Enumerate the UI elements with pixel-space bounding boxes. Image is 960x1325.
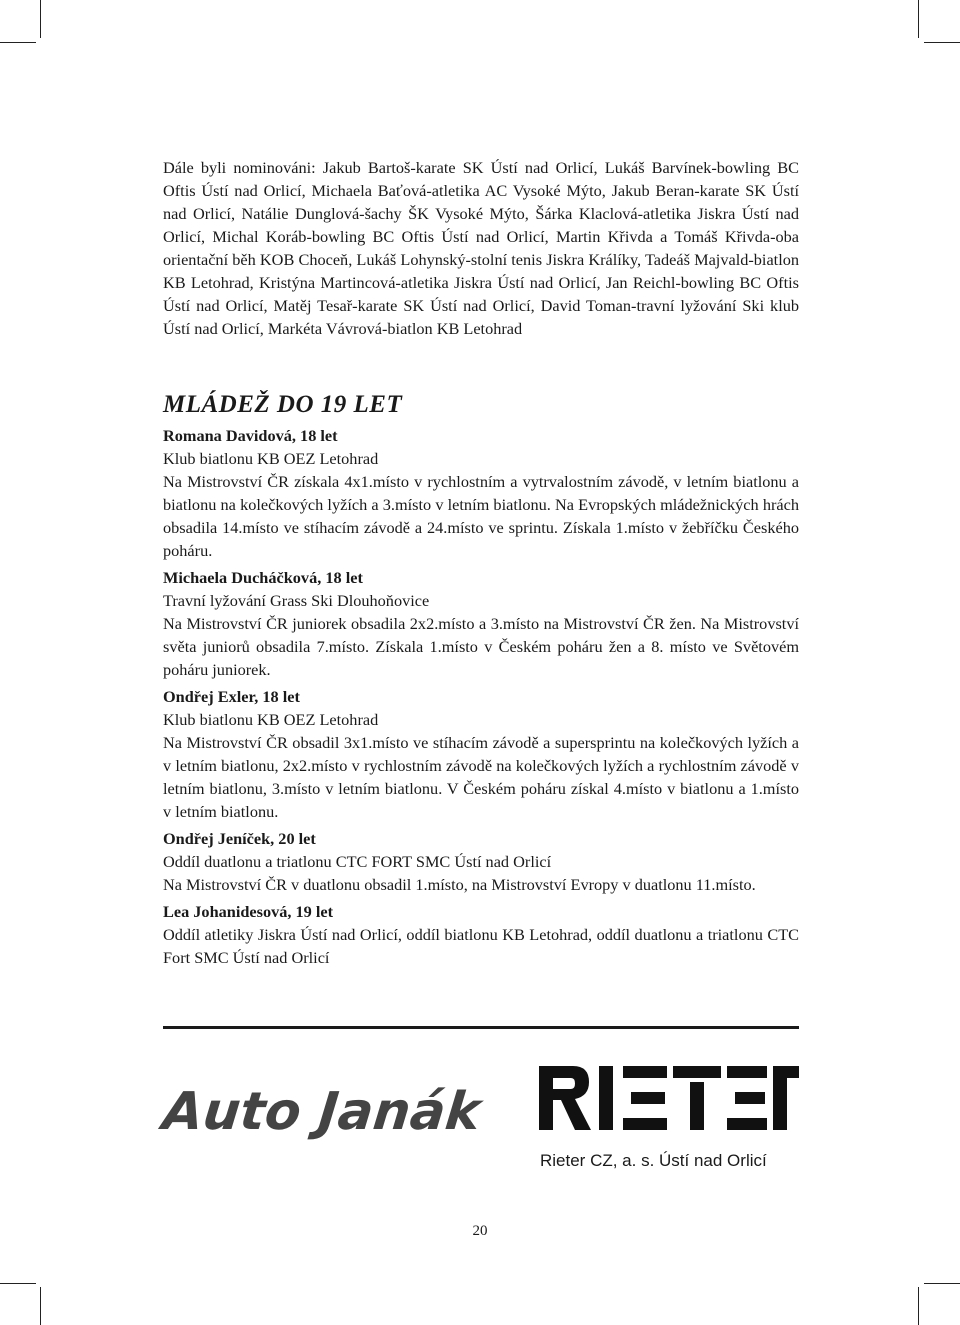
person-name: Lea Johanidesová, 19 let — [163, 902, 334, 921]
auto-janak-logo: Auto Janák — [159, 1082, 484, 1142]
person-club: Klub biatlonu KB OEZ Letohrad — [163, 710, 379, 729]
section-title: MLÁDEŽ DO 19 LET — [163, 391, 403, 418]
divider-rule — [163, 1026, 799, 1029]
page-content — [163, 156, 799, 973]
person-result: Na Mistrovství ČR v duatlonu obsadil 1.místo, na Mistrovství Evropy v duatlonu 11.místo. — [163, 875, 756, 894]
crop-mark — [0, 1283, 36, 1284]
person-entry — [163, 900, 799, 969]
person-result: Na Mistrovství ČR získala 4x1.místo v rychlostním a vytrvalostním závodě, v letním biatlonu a biatlonu na kolečkových lyžích a 3.místo v letním biatlonu. Na Evropských mládežnických hrách obsadila 14.místo ve stíhacím závodě a 24.místo ve sprintu. Získala 1.místo v žebříčku Českého poháru. — [163, 472, 799, 560]
person-club: Oddíl atletiky Jiskra Ústí nad Orlicí, oddíl biatlonu KB Letohrad, oddíl duatlonu a triatlonu CTC Fort SMC Ústí nad Orlicí — [163, 925, 799, 967]
page-number: 20 — [472, 1223, 488, 1239]
person-entry — [163, 827, 799, 896]
person-name: Romana Davidová, 18 let — [163, 426, 338, 445]
person-club: Oddíl duatlonu a triatlonu CTC FORT SMC Ústí nad Orlicí — [163, 852, 552, 871]
crop-mark — [40, 0, 41, 38]
rieter-caption: Rieter CZ, a. s. Ústí nad Orlicí — [540, 1151, 767, 1170]
person-result: Na Mistrovství ČR juniorek obsadila 2x2.místo a 3.místo na Mistrovství ČR žen. Na Mistrovství světa juniorů obsadila 7.místo. Získala 1.místo v Českém poháru žen a 8. místo ve Světovém poháru juniorek. — [163, 614, 799, 679]
crop-mark — [0, 42, 36, 43]
person-name: Ondřej Jeníček, 20 let — [163, 829, 316, 848]
person-club: Travní lyžování Grass Ski Dlouhoňovice — [163, 591, 430, 610]
crop-mark — [918, 1287, 919, 1325]
person-club: Klub biatlonu KB OEZ Letohrad — [163, 449, 379, 468]
crop-mark — [924, 42, 960, 43]
crop-mark — [924, 1283, 960, 1284]
person-entry — [163, 424, 799, 562]
person-name: Ondřej Exler, 18 let — [163, 687, 300, 706]
crop-mark — [40, 1287, 41, 1325]
person-entry — [163, 685, 799, 823]
person-name: Michaela Ducháčková, 18 let — [163, 568, 363, 587]
nominations-paragraph: Dále byli nominováni: Jakub Bartoš-karate SK Ústí nad Orlicí, Lukáš Barvínek-bowling BC Oftis Ústí nad Orlicí, Michaela Baťová-atletika AC Vysoké Mýto, Jakub Beran-karate SK Ústí nad Orlicí, Natálie Dunglová-šachy ŠK Vysoké Mýto, Šárka Klaclová-atletika Jiskra Ústí nad Orlicí, Michal Koráb-bowling BC Oftis Ústí nad Orlicí, Martin Křivda a Tomáš Křivda-oba orientační běh KOB Choceň, Lukáš Lohynský-stolní tenis Jiskra Králíky, Tadeáš Majvald-biatlon KB Letohrad, Kristýna Martincová-atletika Jiskra Ústí nad Orlicí, Jan Reichl-bowling BC Oftis Ústí nad Orlicí, Matěj Tesař-karate SK Ústí nad Orlicí, David Toman-travní lyžování Ski klub Ústí nad Orlicí, Markéta Vávrová-biatlon KB Letohrad — [163, 158, 799, 338]
crop-mark — [918, 0, 919, 38]
person-entry — [163, 566, 799, 681]
rieter-logo — [537, 1062, 799, 1134]
person-result: Na Mistrovství ČR obsadil 3x1.místo ve stíhacím závodě a supersprintu na kolečkových lyžích a v letním biatlonu, 2x2.místo v rychlostním závodě na kolečkových lyžích a rychlostním závodě v letním biatlonu, 3.místo v letním biatlonu. V Českém poháru získal 4.místo v biatlonu a 1.místo v letním biatlonu. — [163, 733, 799, 821]
